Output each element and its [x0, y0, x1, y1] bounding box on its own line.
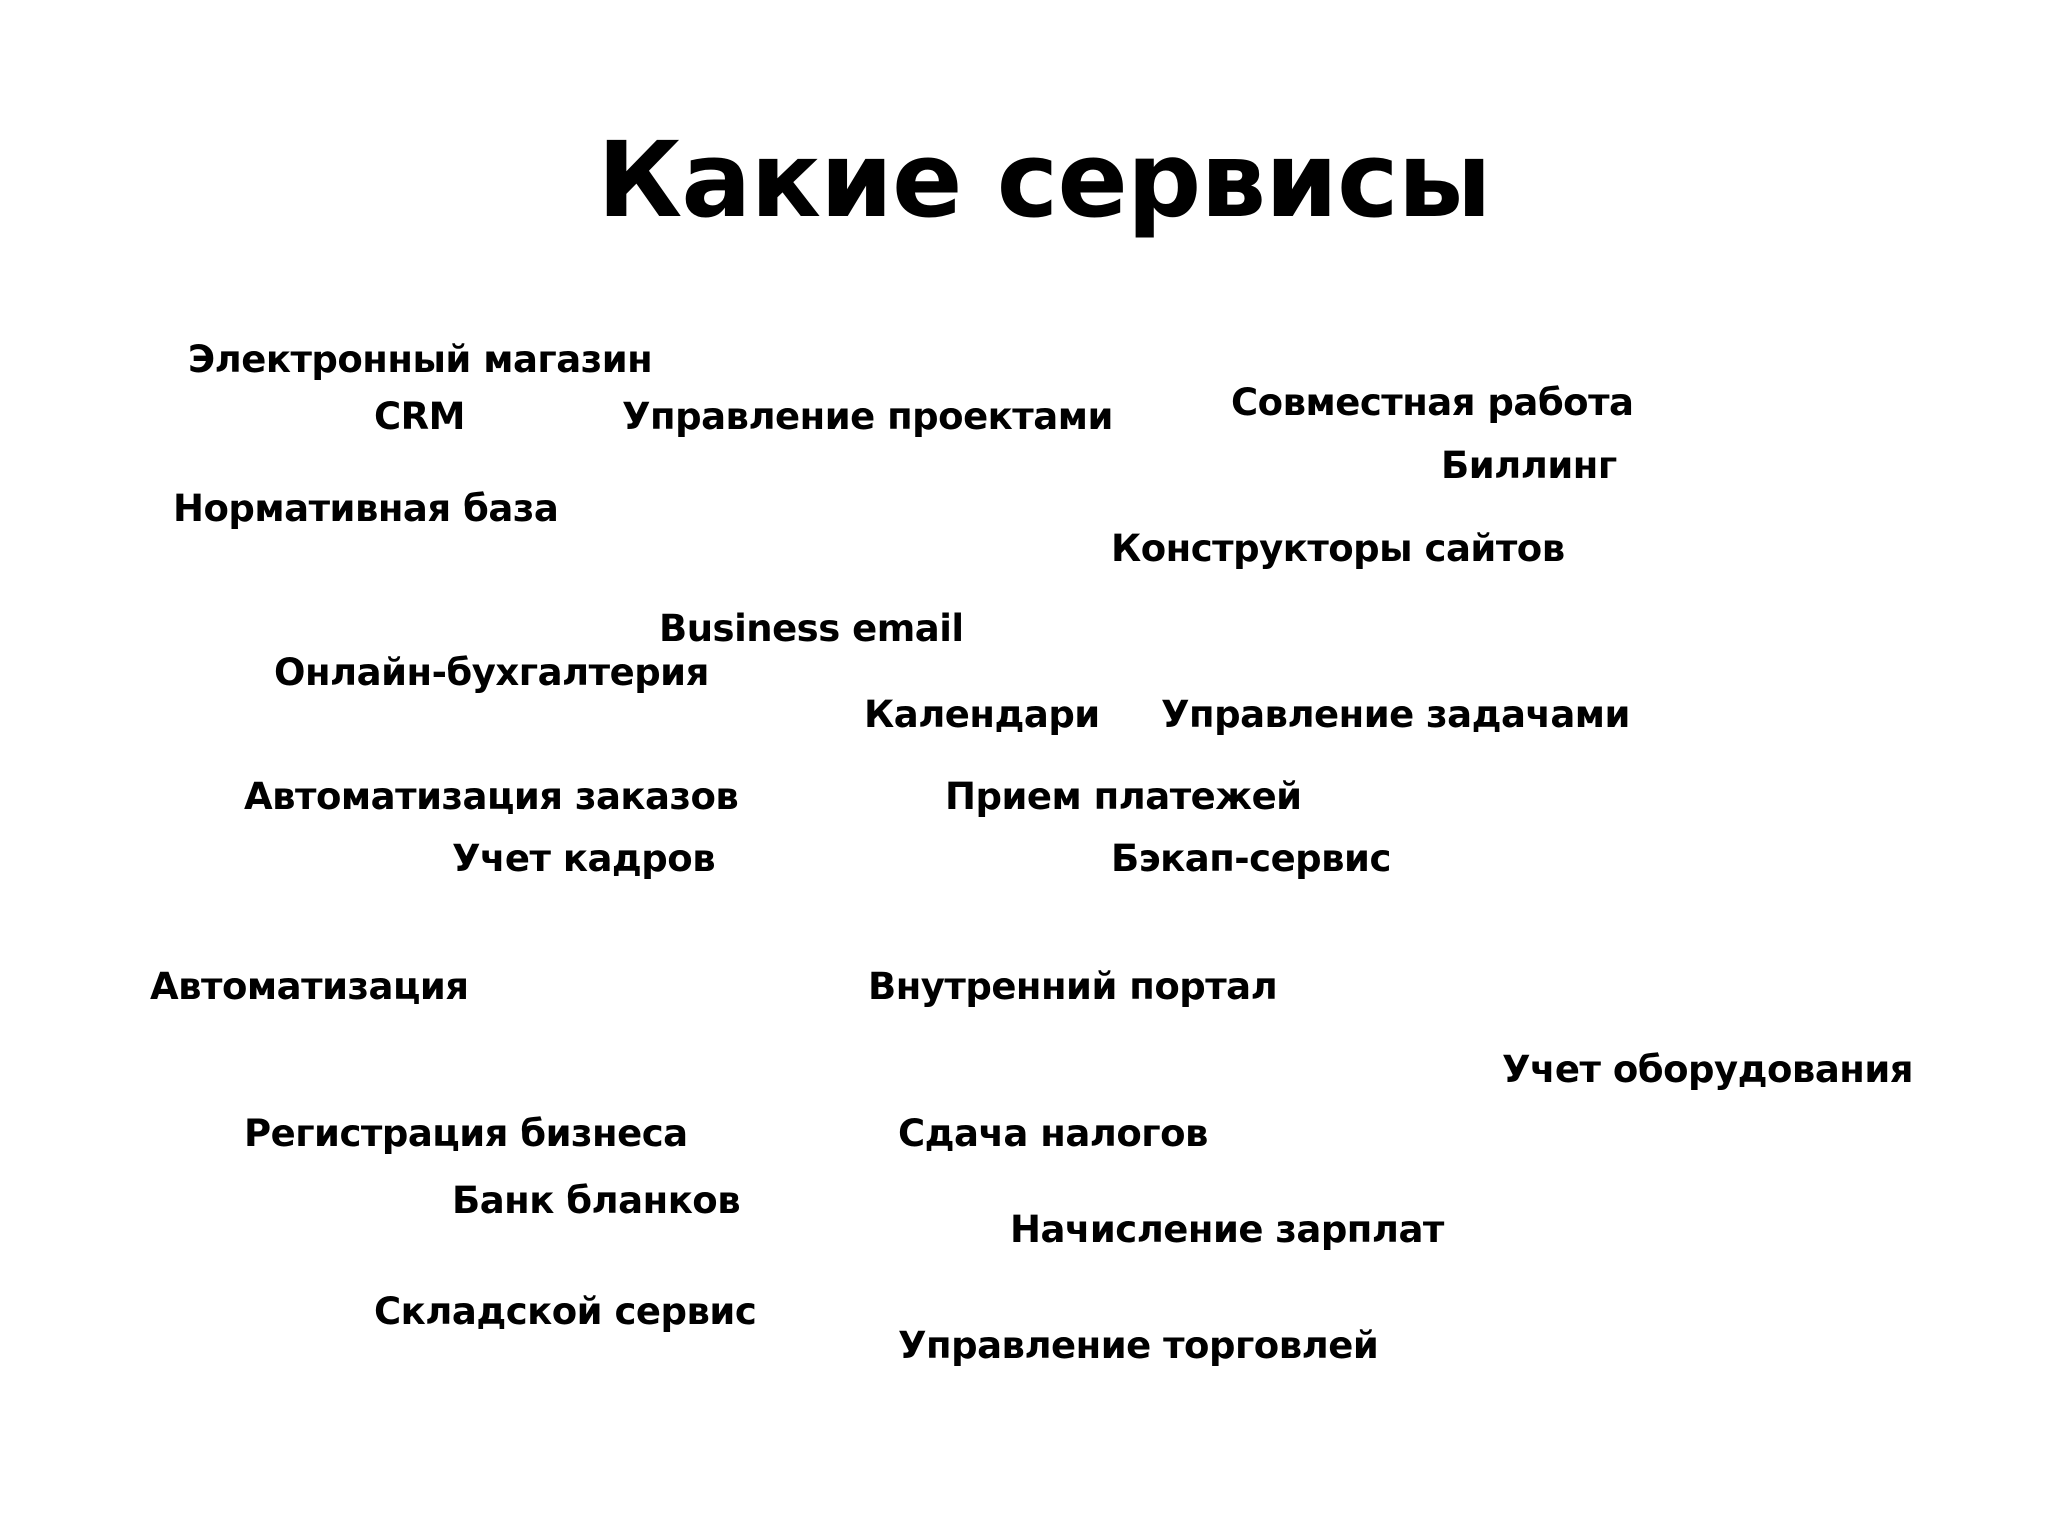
service-label: Сдача налогов	[898, 1112, 1208, 1155]
service-label: Управление проектами	[622, 395, 1113, 438]
slide-title: Какие сервисы	[597, 119, 1491, 241]
service-label: Автоматизация	[150, 965, 469, 1008]
service-label: Начисление зарплат	[1010, 1208, 1444, 1251]
service-label: Биллинг	[1441, 444, 1617, 487]
service-label: Учет оборудования	[1502, 1048, 1914, 1091]
service-label: Управление торговлей	[898, 1324, 1379, 1367]
service-label: Внутренний портал	[868, 965, 1278, 1008]
service-label: CRM	[374, 395, 465, 438]
service-label: Автоматизация заказов	[244, 775, 739, 818]
service-label: Нормативная база	[173, 487, 559, 530]
service-label: Конструкторы сайтов	[1111, 527, 1565, 570]
service-label: Управление задачами	[1161, 693, 1630, 736]
service-label: Складской сервис	[374, 1290, 757, 1333]
service-label: Business email	[659, 607, 964, 650]
service-label: Календари	[864, 693, 1100, 736]
service-label: Онлайн-бухгалтерия	[274, 651, 709, 694]
service-label: Бэкап-сервис	[1111, 837, 1391, 880]
service-label: Банк бланков	[452, 1179, 741, 1222]
service-label: Электронный магазин	[188, 338, 653, 381]
service-label: Совместная работа	[1231, 381, 1634, 424]
service-label: Учет кадров	[452, 837, 716, 880]
service-label: Прием платежей	[945, 775, 1302, 818]
service-label: Регистрация бизнеса	[244, 1112, 688, 1155]
